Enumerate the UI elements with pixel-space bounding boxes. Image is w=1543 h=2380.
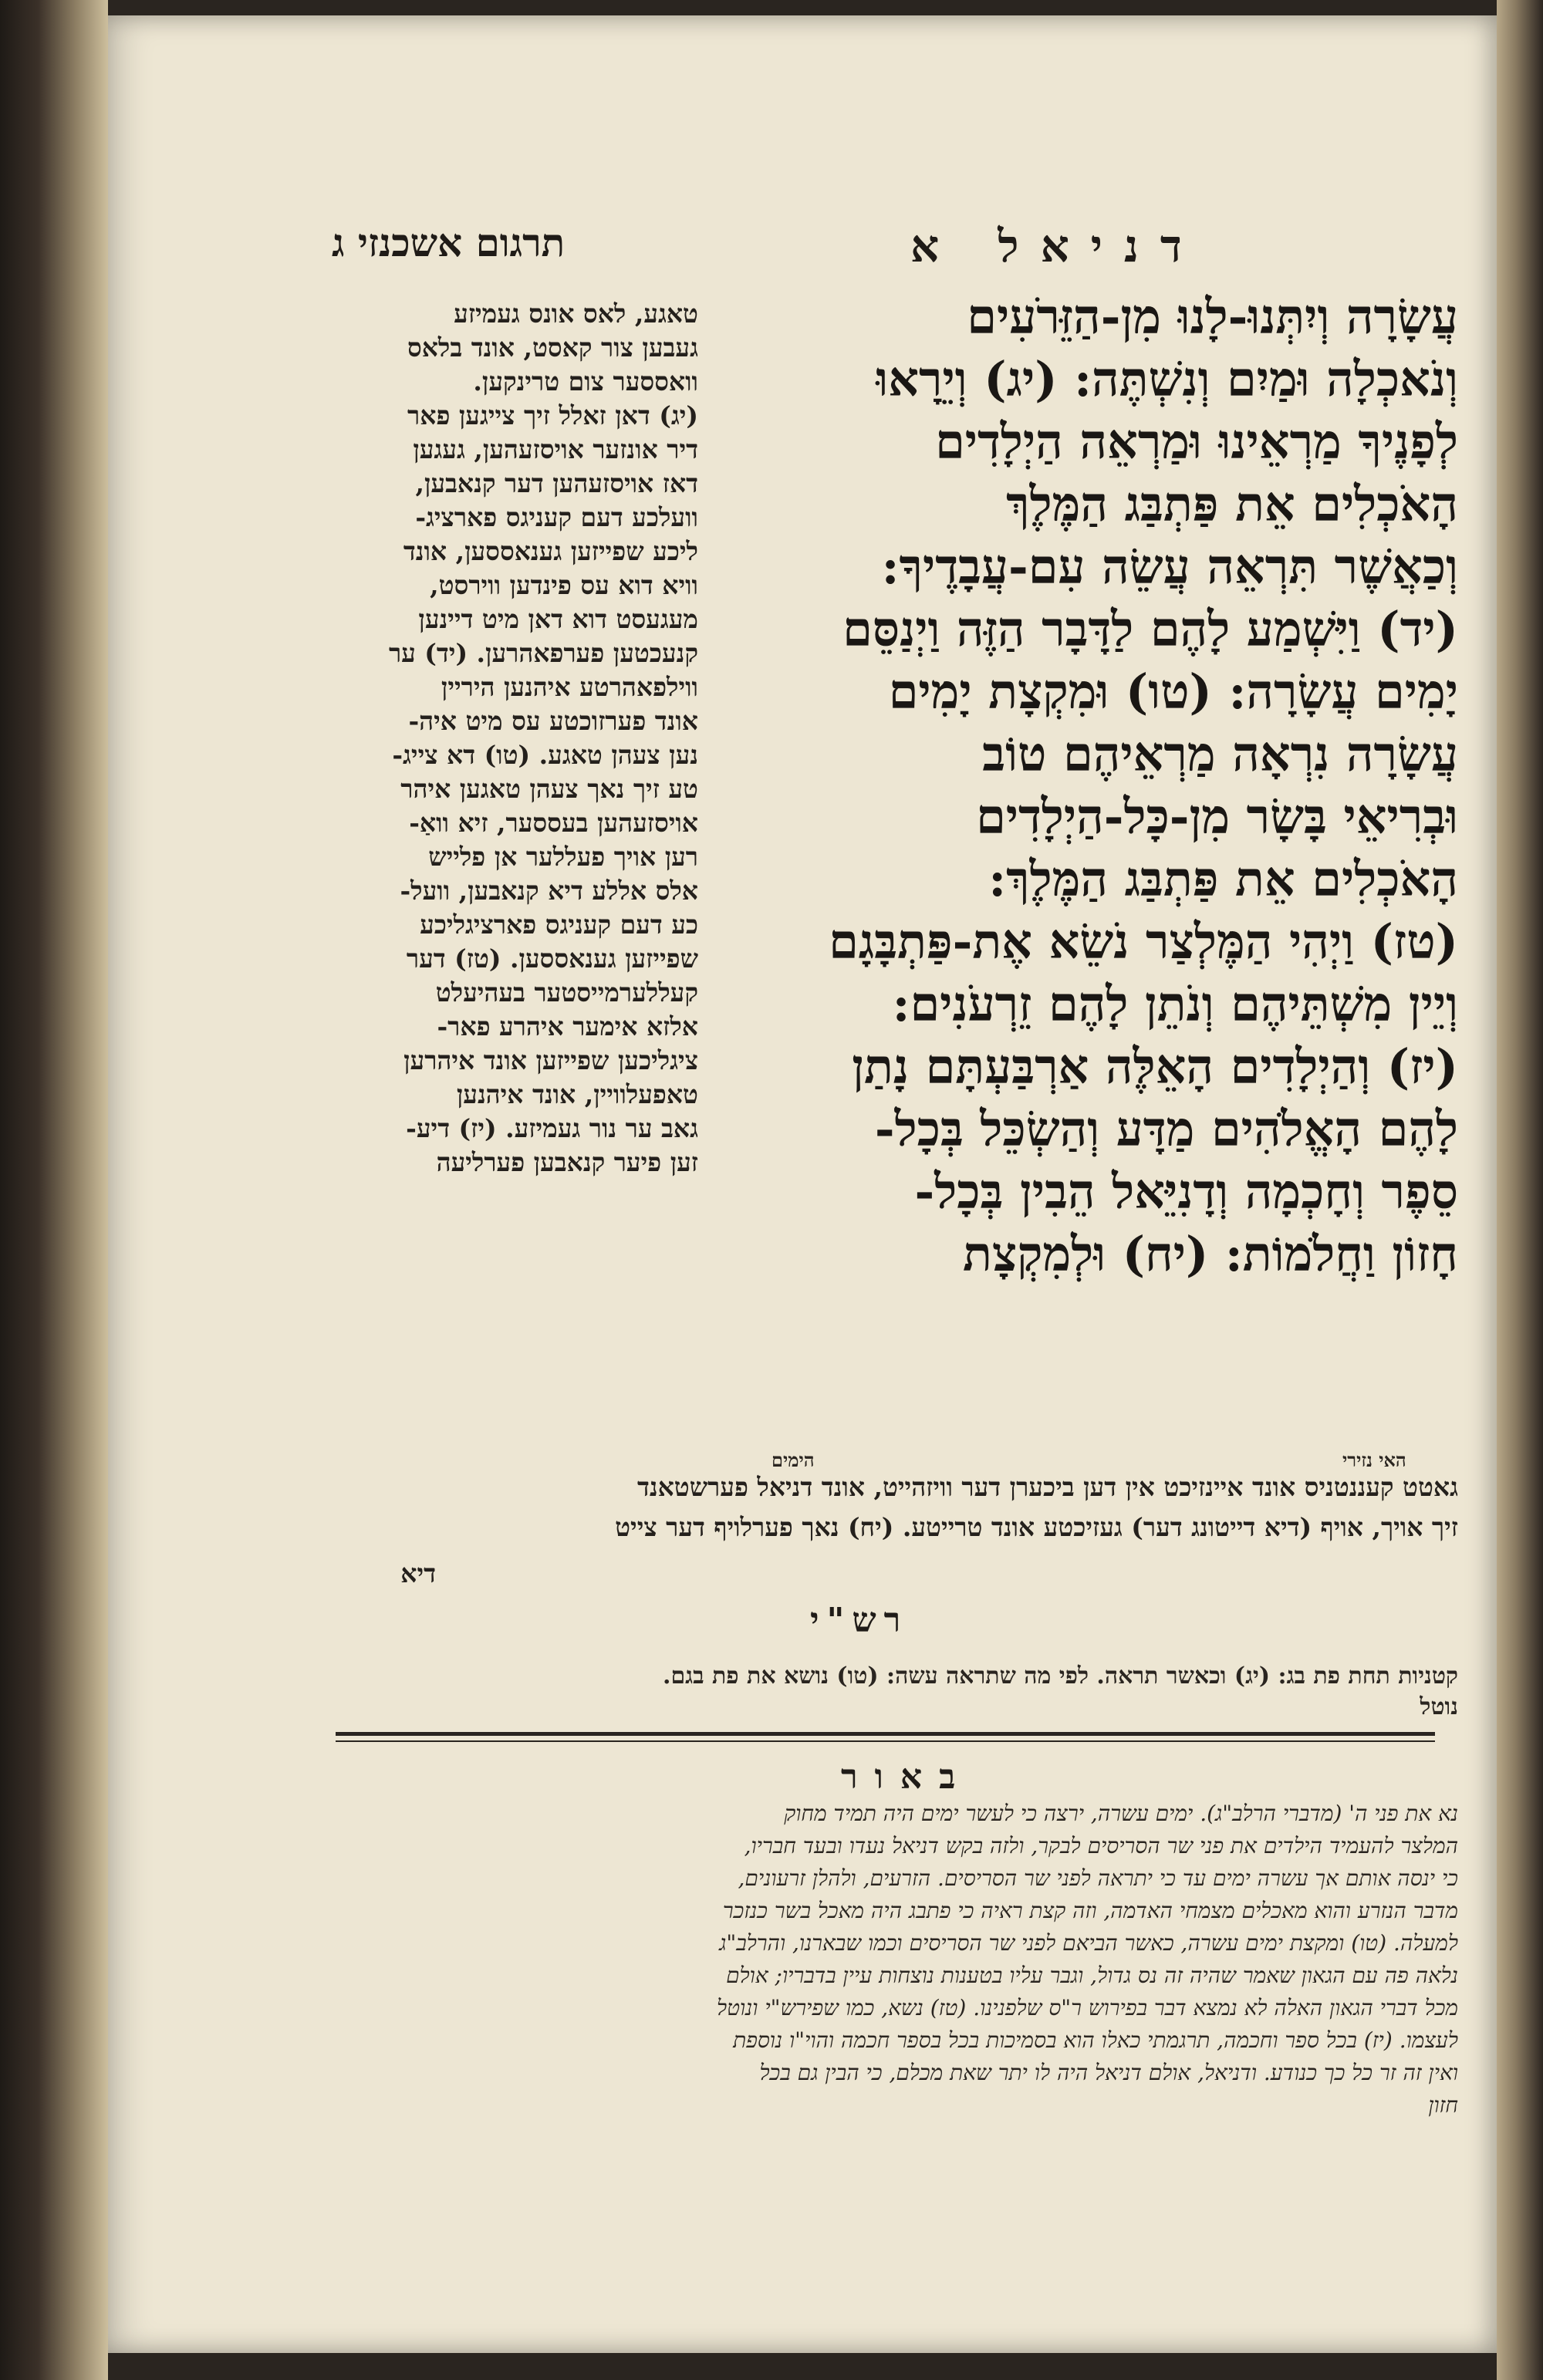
continuation-line: גאטט קעננטניס אונד איינזיכט אין דען ביכערן דער וויזהייט, אונד דניאל פערשטאנד <box>636 1472 1458 1502</box>
side-line: ציגליכען שפייזען אונד איהרען <box>403 1045 698 1075</box>
running-header-right: דניאל א <box>910 220 1204 272</box>
main-line: עֲשָׂרָה וְיִתְּנוּ-לָנוּ מִן-הַזֵּרֹעִים <box>967 289 1458 345</box>
main-line: (טז) וַיְהִי הַמֶּלְצַר נֹשֵׂא אֶת-פַּתְבָּגָם <box>829 913 1458 970</box>
hebrew-text-column <box>737 285 1458 1285</box>
book-page-edges-right <box>1497 0 1543 2380</box>
main-line: וְיֵין מִשְׁתֵּיהֶם וְנֹתֵן לָהֶם זֵרְעֹנִים: <box>892 976 1458 1032</box>
side-line: כע דעם קעניגס פארציגליכע <box>420 910 698 940</box>
continuation-line: זיך אויך, אויף (דיא דייטונג דער) געזיכטע אונד טרייטע. (יח) נאך פערלויף דער צייט <box>615 1512 1458 1542</box>
main-line: חָזוֹן וַחֲלֹמוֹת: (יח) וּלְמִקְצָת <box>963 1226 1458 1282</box>
side-line: דאז אויסזעהען דער קנאבען, <box>415 468 698 498</box>
side-line: וואססער צום טרינקען. <box>473 366 698 397</box>
main-line: עֲשָׂרָה נִרְאָה מַרְאֵיהֶם טוֹב <box>982 726 1458 782</box>
main-line: (יד) וַיִּשְׁמַע לָהֶם לַדָּבָר הַזֶּה וַיְנַסֵּם <box>842 601 1458 657</box>
side-line: קנעכטען פערפאהרען. (יד) ער <box>388 638 698 668</box>
side-line: אונד פערזוכטע עס מיט איה- <box>408 706 698 736</box>
side-line: אלזא אימער איהרע פאר- <box>437 1011 698 1041</box>
side-line: רען אויך פעללער אן פלייש <box>428 842 698 872</box>
side-line: שפייזען גענאססען. (טז) דער <box>406 944 698 974</box>
biur-line: כי ינסה אותם אך עשרה ימים עד כי יתראה לפני שר הסריסים. הזרעים, ולהלן זרעונים, <box>738 1865 1458 1891</box>
side-line: ווילפאהרטע איהנען היריין <box>441 672 698 702</box>
side-line: דיר אונזער אויסזעהען, געגען <box>413 434 698 464</box>
side-line: זען פיער קנאבען פערליעה <box>436 1147 698 1177</box>
section-divider <box>336 1740 1435 1742</box>
main-line: לְפָנֶיךָ מַרְאֵינוּ וּמַרְאֵה הַיְלָדִים <box>935 414 1458 470</box>
main-line: וְכַאֲשֶׁר תִּרְאֵה עֲשֵׂה עִם-עֲבָדֶיךָ: <box>881 538 1458 595</box>
side-line: מעגעסט דוא דאן מיט דיינען <box>418 604 698 634</box>
side-line: וויא דוא עס פינדען ווירסט, <box>430 570 698 600</box>
side-line: קעללערמייסטער בעהיעלט <box>435 977 698 1008</box>
side-line: (יג) דאן זאלל זיך צייגען פאר <box>407 400 698 430</box>
translation-column <box>336 297 698 1180</box>
main-line: סֵפֶר וְחָכְמָה וְדָנִיֵּאל הֵבִין בְּכָל- <box>914 1163 1458 1220</box>
side-line: טע זיך נאך צעהן טאגען איהר <box>400 774 698 804</box>
rashi-line: קטניות תחת פת בג: (יג) וכאשר תראה. לפי מה שתראה עשה: (טו) נושא את פת בגם. <box>663 1663 1458 1690</box>
book-page-edges-left <box>0 0 108 2380</box>
biur-line: המלצר להעמיד הילדים את פני שר הסריסים לבקר, ולזה בקש דניאל נעדו ובעד חבריו, <box>744 1833 1458 1858</box>
rashi-line: נוטל <box>1420 1693 1458 1720</box>
running-header-left: תרגום אשכנזי ג <box>332 220 566 265</box>
biur-line: ואין זה זר כל כך כנודע. ודניאל, אולם דניאל היה לו יתר שאת מכלם, כי הבין גם בכל <box>759 2060 1458 2085</box>
continuation-line: דיא <box>400 1558 436 1588</box>
biur-line: לעצמו. (יז) בכל ספר וחכמה, תרגמתי כאלו הוא בסמיכות בכל בספר חכמה והוי"ו נוספת <box>733 2027 1458 2053</box>
side-line: טאגע, לאס אונס געמיזע <box>454 299 698 329</box>
main-line: וְנֹאכְלָה וּמַיִם וְנִשְׁתֶּה: (יג) וְיֵרָאוּ <box>876 351 1458 407</box>
main-line: יָמִים עֲשָׂרָה: (טו) וּמִקְצָת יָמִים <box>888 663 1458 720</box>
section-divider <box>336 1732 1435 1736</box>
catchword-side: האי נזירי <box>1342 1449 1406 1471</box>
main-line: לָהֶם הָאֱלֹהִים מַדָּע וְהַשְׂכֵּל בְּכָל- <box>874 1101 1458 1157</box>
biur-line: מדבר הנזרע והוא מאכלים מצמחי האדמה, וזה קצת ראיה כי פתבג היה מאכל בשר כנזכר <box>722 1898 1458 1923</box>
biur-commentary <box>336 1798 1458 2122</box>
main-line: הָאֹכְלִים אֵת פַּתְבַּג הַמֶּלֶךְ <box>1006 476 1458 532</box>
side-line: וועלכע דעם קעניגס פארציג- <box>415 502 698 532</box>
side-line: ליכע שפייזען גענאססען, אונד <box>403 536 698 566</box>
biur-line: למעלה. (טו) ומקצת ימים עשרה, כאשר הביאם לפני שר הסריסים וכמו שבארנו, והרלב"ג <box>719 1930 1458 1956</box>
side-line: אלס אללע דיא קנאבען, וועל- <box>400 876 698 906</box>
side-line: טאפעלוויין, אונד איהנען <box>456 1079 698 1109</box>
side-line: אויסזעהען בעססער, זיא וואַ- <box>409 808 698 838</box>
biur-line: נלאה פה עם הגאון שאמר שהיה זה נס גדול, וגבר עליו בטענות נוצחות עיין בדבריו; אולם <box>726 1963 1458 1988</box>
biur-line: חזון <box>1428 2092 1458 2118</box>
side-line: נען צעהן טאגע. (טו) דא צייג- <box>392 740 698 770</box>
biur-line: מכל דברי הגאון האלה לא נמצא דבר בפירוש ר"ס שלפנינו. (טז) נשא, כמו שפירש"י ונוטל <box>716 1995 1458 2020</box>
side-line: געבען צור קאסט, אונד בלאס <box>407 333 698 363</box>
catchword-main: הימים <box>772 1449 815 1471</box>
side-line: גאב ער נור געמיזע. (יז) דיע- <box>406 1113 698 1143</box>
biur-line: נא את פני ה' (מדברי הרלב"ג). ימים עשרה, ירצה כי לעשר ימים היה תמיד מחוק <box>784 1801 1458 1826</box>
rashi-heading: רש"י <box>810 1601 909 1640</box>
biur-heading: באור <box>841 1757 973 1797</box>
main-line: הָאֹכְלִים אֵת פַּתְבַּג הַמֶּלֶךְ: <box>988 851 1458 907</box>
main-line: וּבְרִיאֵי בָּשָׂר מִן-כָּל-הַיְלָדִים <box>976 788 1458 845</box>
main-line: (יז) וְהַיְלָדִים הָאֵלֶּה אַרְבַּעְתָּם נָתַן <box>852 1038 1458 1095</box>
